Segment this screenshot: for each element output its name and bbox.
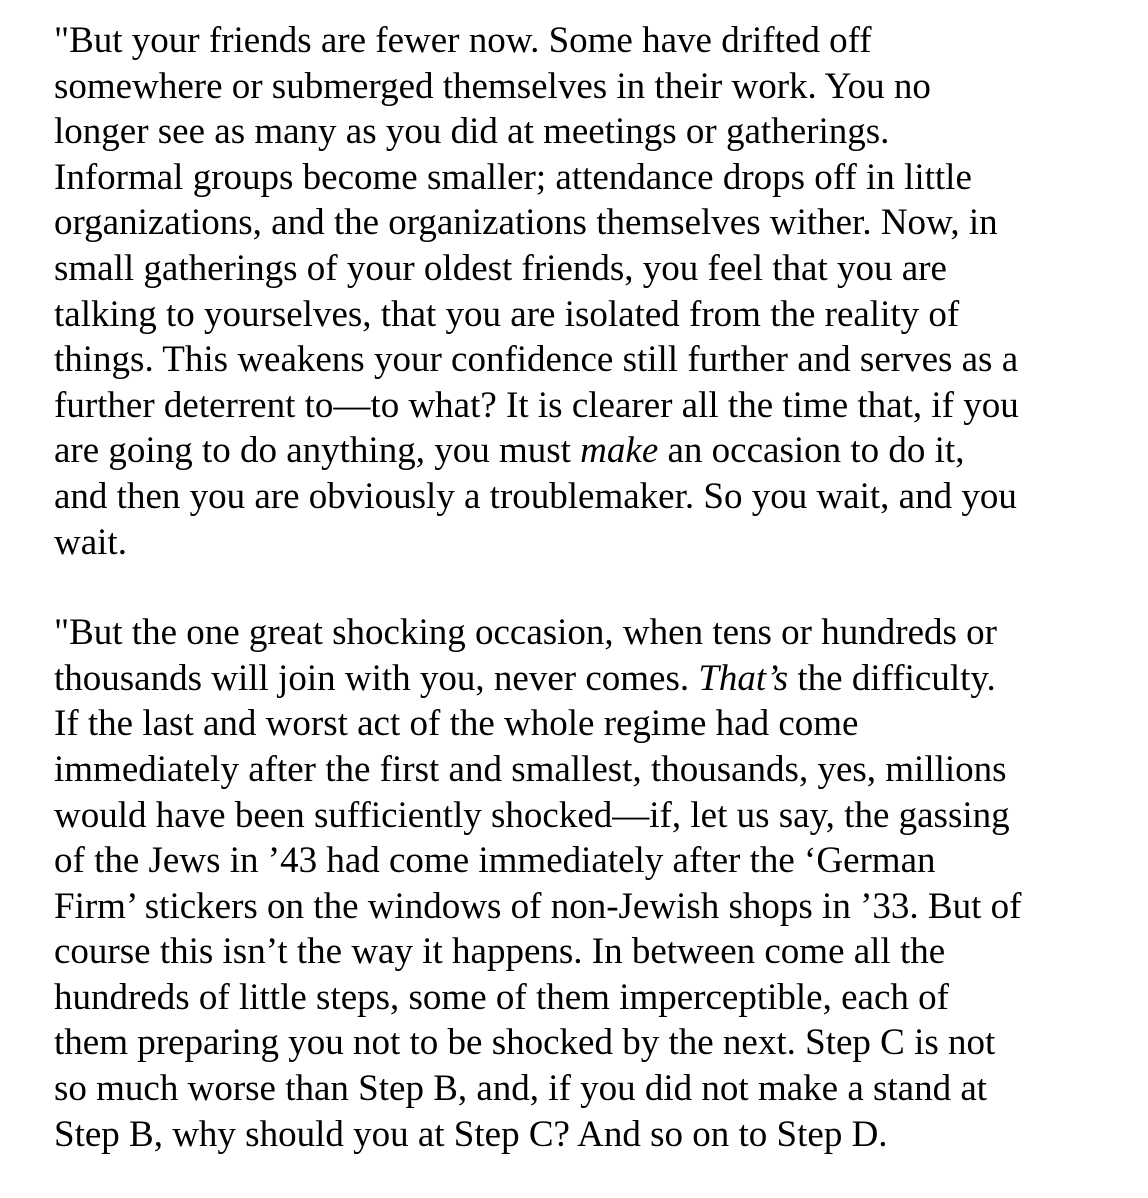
text-run: an occasion to do it,	[658, 430, 965, 472]
text-line: further deterrent to—to what? It is clearer all the time that, if you	[54, 384, 1019, 426]
text-line: If the last and worst act of the whole regime had come	[54, 703, 859, 745]
text-line: things. This weakens your confidence still further and serves as a	[54, 339, 1019, 381]
emphasis-thats: That’s	[698, 657, 789, 699]
text-line: so much worse than Step B, and, if you did not make a stand at	[54, 1068, 988, 1110]
text-line: organizations, and the organizations themselves wither. Now, in	[54, 202, 998, 244]
text-line: immediately after the first and smallest, thousands, yes, millions	[54, 748, 1007, 790]
text-line: longer see as many as you did at meetings or gatherings.	[54, 111, 890, 153]
text-line: talking to yourselves, that you are isolated from the reality of	[54, 293, 960, 335]
text-line: small gatherings of your oldest friends, you feel that you are	[54, 247, 947, 289]
text-line: somewhere or submerged themselves in their work. You no	[54, 65, 931, 107]
text-run: are going to do anything, you must	[54, 430, 581, 472]
text-run: thousands will join with you, never comes.	[54, 657, 699, 699]
text-run: the difficulty.	[788, 657, 996, 699]
text-line: of the Jews in ’43 had come immediately after the ‘German	[54, 840, 936, 882]
text-line: wait.	[54, 521, 127, 563]
text-line: Firm’ stickers on the windows of non-Jewish shops in ’33. But of	[54, 885, 1022, 927]
text-line: would have been sufficiently shocked—if, let us say, the gassing	[54, 794, 1010, 836]
paragraph-friends-fewer	[54, 18, 1134, 565]
text-line: them preparing you not to be shocked by the next. Step C is not	[54, 1022, 996, 1064]
text-line: hundreds of little steps, some of them imperceptible, each of	[54, 976, 949, 1018]
text-line	[54, 428, 1134, 474]
text-line	[54, 656, 1134, 702]
text-line: course this isn’t the way it happens. In between come all the	[54, 931, 946, 973]
paragraph-shocking-occasion	[54, 610, 1134, 1157]
text-line: Informal groups become smaller; attendance drops off in little	[54, 156, 972, 198]
text-line: and then you are obviously a troublemaker. So you wait, and you	[54, 475, 1017, 517]
text-line: "But your friends are fewer now. Some have drifted off	[54, 20, 872, 61]
text-line: Step B, why should you at Step C? And so on to Step D.	[54, 1113, 888, 1155]
document-body	[54, 18, 1134, 1157]
text-line: "But the one great shocking occasion, when tens or hundreds or	[54, 612, 997, 654]
emphasis-make: make	[580, 430, 659, 472]
